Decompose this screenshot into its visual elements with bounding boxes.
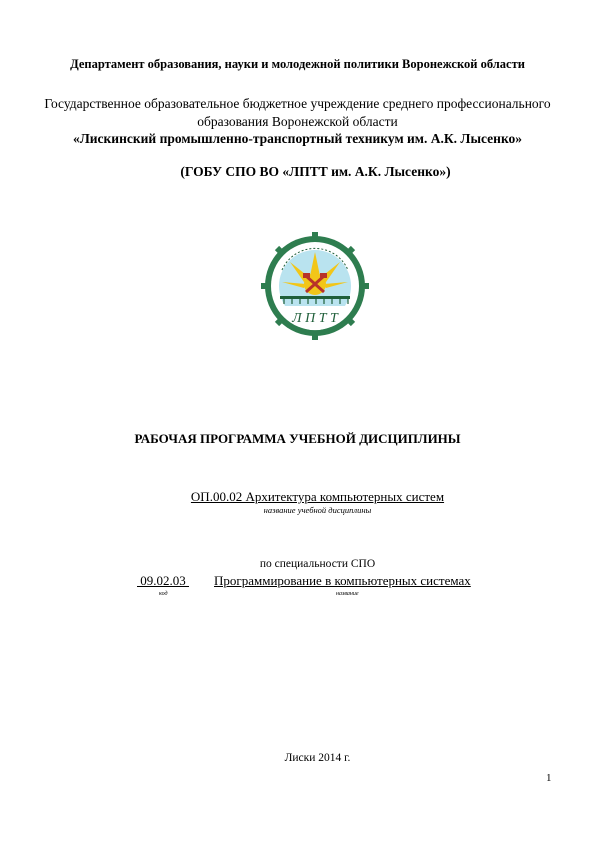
- institution-abbreviation: (ГОБУ СПО ВО «ЛПТТ им. А.К. Лысенко»): [180, 164, 451, 179]
- discipline-name: ОП.00.02 Архитектура компьютерных систем: [190, 489, 445, 504]
- discipline-caption: название учебной дисциплины: [263, 505, 372, 515]
- specialty-name: Программирование в компьютерных системах: [214, 573, 471, 588]
- specialty-label: по специальности СПО: [259, 558, 376, 570]
- institution-line-1: Государственное образовательное бюджетное учреждение среднего профессионального: [44, 96, 551, 111]
- svg-text:Л П Т Т: Л П Т Т: [292, 311, 338, 326]
- city-year: Лиски 2014 г.: [284, 752, 351, 764]
- institution-name: «Лискинский промышленно-транспортный техникум им. А.К. Лысенко»: [72, 131, 523, 146]
- document-title: РАБОЧАЯ ПРОГРАММА УЧЕБНОЙ ДИСЦИПЛИНЫ: [134, 431, 461, 446]
- institution-line-2: образования Воронежской области: [197, 114, 398, 129]
- specialty-code: 09.02.03: [137, 573, 189, 588]
- code-caption: код: [159, 591, 168, 597]
- department-heading: Департамент образования, науки и молодежной политики Воронежской области: [70, 57, 525, 71]
- name-caption: название: [336, 591, 359, 597]
- page-number: 1: [546, 772, 552, 784]
- college-emblem-icon: [260, 230, 370, 342]
